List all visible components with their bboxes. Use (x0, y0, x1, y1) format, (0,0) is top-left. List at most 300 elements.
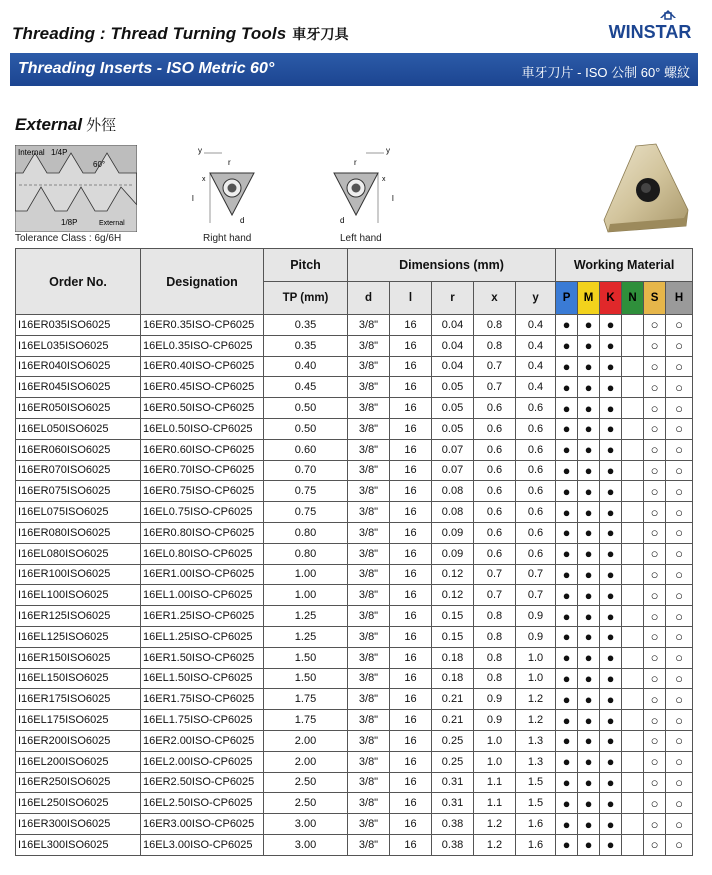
order-no-cell: I16EL125ISO6025 (16, 626, 141, 647)
order-no-cell: I16ER175ISO6025 (16, 689, 141, 710)
dim-l-cell: 16 (390, 585, 432, 606)
material-m-mark: ● (578, 398, 600, 419)
dim-r-cell: 0.05 (432, 398, 474, 419)
dim-l-cell: 16 (390, 315, 432, 336)
dim-d-cell: 3/8" (348, 418, 390, 439)
dim-r-cell: 0.08 (432, 481, 474, 502)
material-s-mark: ○ (644, 315, 666, 336)
order-no-cell: I16ER080ISO6025 (16, 522, 141, 543)
material-k-mark: ● (600, 751, 622, 772)
material-k-mark: ● (600, 377, 622, 398)
pitch-cell: 0.75 (264, 502, 348, 523)
material-k-mark: ● (600, 315, 622, 336)
designation-cell: 16ER1.25ISO-CP6025 (141, 606, 264, 627)
material-k-mark: ● (600, 439, 622, 460)
dim-l-cell: 16 (390, 460, 432, 481)
material-k-mark: ● (600, 398, 622, 419)
designation-cell: 16EL0.75ISO-CP6025 (141, 502, 264, 523)
material-s-mark: ○ (644, 585, 666, 606)
designation-cell: 16ER1.50ISO-CP6025 (141, 647, 264, 668)
col-header-designation: Designation (141, 249, 264, 315)
material-n-mark (622, 356, 644, 377)
dim-r-cell: 0.09 (432, 522, 474, 543)
thread-profile-diagram (15, 145, 137, 232)
material-n-mark (622, 585, 644, 606)
order-no-cell: I16ER040ISO6025 (16, 356, 141, 377)
table-row (16, 377, 693, 398)
material-h-mark: ○ (666, 335, 693, 356)
dim-y-cell: 0.4 (516, 335, 556, 356)
pitch-cell: 1.25 (264, 626, 348, 647)
dim-d-cell: 3/8" (348, 710, 390, 731)
dim-r-cell: 0.12 (432, 564, 474, 585)
dim-d-cell: 3/8" (348, 377, 390, 398)
material-k-mark: ● (600, 460, 622, 481)
spec-table (15, 248, 693, 856)
pitch-cell: 0.45 (264, 377, 348, 398)
material-m-mark: ● (578, 668, 600, 689)
table-row (16, 647, 693, 668)
material-h-mark: ○ (666, 439, 693, 460)
material-s-mark: ○ (644, 418, 666, 439)
dim-y-cell: 0.6 (516, 460, 556, 481)
dim-l-cell: 16 (390, 418, 432, 439)
material-n-header: N (622, 282, 644, 315)
designation-cell: 16EL2.00ISO-CP6025 (141, 751, 264, 772)
material-m-mark: ● (578, 356, 600, 377)
table-row (16, 730, 693, 751)
material-s-mark: ○ (644, 730, 666, 751)
dim-x-cell: 0.8 (474, 626, 516, 647)
table-row (16, 335, 693, 356)
dim-y-cell: 0.6 (516, 418, 556, 439)
order-no-cell: I16ER050ISO6025 (16, 398, 141, 419)
material-m-mark: ● (578, 730, 600, 751)
dim-l-cell: 16 (390, 668, 432, 689)
dim-y-cell: 0.9 (516, 606, 556, 627)
table-row (16, 564, 693, 585)
material-s-mark: ○ (644, 356, 666, 377)
material-n-mark (622, 418, 644, 439)
pitch-cell: 1.00 (264, 564, 348, 585)
dim-d-cell: 3/8" (348, 626, 390, 647)
pitch-cell: 2.00 (264, 751, 348, 772)
pitch-cell: 1.75 (264, 710, 348, 731)
table-row (16, 626, 693, 647)
material-n-mark (622, 626, 644, 647)
material-p-mark: ● (556, 439, 578, 460)
material-m-header: M (578, 282, 600, 315)
table-row (16, 481, 693, 502)
material-h-mark: ○ (666, 647, 693, 668)
material-m-mark: ● (578, 793, 600, 814)
designation-cell: 16EL3.00ISO-CP6025 (141, 834, 264, 855)
external-label: External (99, 220, 125, 227)
dim-r-cell: 0.18 (432, 647, 474, 668)
material-m-mark: ● (578, 772, 600, 793)
dim-l-cell: 16 (390, 626, 432, 647)
designation-cell: 16ER3.00ISO-CP6025 (141, 814, 264, 835)
material-s-mark: ○ (644, 793, 666, 814)
designation-cell: 16ER0.80ISO-CP6025 (141, 522, 264, 543)
dim-r-cell: 0.15 (432, 606, 474, 627)
dim-d-cell: 3/8" (348, 543, 390, 564)
designation-cell: 16EL0.35ISO-CP6025 (141, 335, 264, 356)
pitch-cell: 1.25 (264, 606, 348, 627)
lh-r-label: r (354, 158, 357, 167)
material-h-mark: ○ (666, 377, 693, 398)
material-n-mark (622, 398, 644, 419)
col-header-y: y (516, 282, 556, 315)
material-p-mark: ● (556, 834, 578, 855)
material-n-mark (622, 793, 644, 814)
material-p-mark: ● (556, 522, 578, 543)
table-row (16, 585, 693, 606)
material-m-mark: ● (578, 377, 600, 398)
dim-l-cell: 16 (390, 398, 432, 419)
spec-table-body (16, 315, 693, 856)
col-header-d: d (348, 282, 390, 315)
dim-y-cell: 0.7 (516, 585, 556, 606)
designation-cell: 16EL1.50ISO-CP6025 (141, 668, 264, 689)
material-s-mark: ○ (644, 481, 666, 502)
dim-l-cell: 16 (390, 751, 432, 772)
pitch-cell: 2.50 (264, 772, 348, 793)
angle-label: 60° (93, 160, 106, 169)
material-p-mark: ● (556, 398, 578, 419)
dim-d-cell: 3/8" (348, 647, 390, 668)
material-n-mark (622, 439, 644, 460)
order-no-cell: I16EL100ISO6025 (16, 585, 141, 606)
dim-y-cell: 0.6 (516, 522, 556, 543)
material-m-mark: ● (578, 606, 600, 627)
rh-y-label: y (198, 146, 202, 155)
dim-y-cell: 0.4 (516, 377, 556, 398)
dim-d-cell: 3/8" (348, 793, 390, 814)
material-h-header: H (666, 282, 693, 315)
dim-d-cell: 3/8" (348, 834, 390, 855)
table-row (16, 356, 693, 377)
order-no-cell: I16ER075ISO6025 (16, 481, 141, 502)
dim-r-cell: 0.04 (432, 315, 474, 336)
dim-r-cell: 0.25 (432, 730, 474, 751)
lh-x-label: x (382, 176, 386, 183)
dim-r-cell: 0.31 (432, 793, 474, 814)
dim-x-cell: 0.6 (474, 398, 516, 419)
rh-d-label: d (240, 216, 245, 225)
dim-y-cell: 1.0 (516, 647, 556, 668)
material-n-mark (622, 315, 644, 336)
table-row (16, 418, 693, 439)
dim-l-cell: 16 (390, 814, 432, 835)
material-k-mark: ● (600, 730, 622, 751)
quarter-p-label: 1/4P (51, 148, 68, 157)
insert-photo (596, 140, 696, 235)
table-row (16, 315, 693, 336)
material-k-mark: ● (600, 834, 622, 855)
dim-x-cell: 0.7 (474, 564, 516, 585)
logo-house-icon (660, 10, 676, 19)
order-no-cell: I16ER300ISO6025 (16, 814, 141, 835)
material-h-mark: ○ (666, 710, 693, 731)
dim-d-cell: 3/8" (348, 564, 390, 585)
material-s-mark: ○ (644, 377, 666, 398)
col-header-l: l (390, 282, 432, 315)
material-s-mark: ○ (644, 606, 666, 627)
material-m-mark: ● (578, 710, 600, 731)
dim-l-cell: 16 (390, 730, 432, 751)
material-p-mark: ● (556, 502, 578, 523)
material-k-mark: ● (600, 564, 622, 585)
dim-y-cell: 1.3 (516, 751, 556, 772)
dim-l-cell: 16 (390, 356, 432, 377)
material-p-mark: ● (556, 460, 578, 481)
material-k-mark: ● (600, 481, 622, 502)
designation-cell: 16ER0.45ISO-CP6025 (141, 377, 264, 398)
dim-l-cell: 16 (390, 793, 432, 814)
material-n-mark (622, 814, 644, 835)
dim-r-cell: 0.25 (432, 751, 474, 772)
material-s-mark: ○ (644, 814, 666, 835)
material-h-mark: ○ (666, 834, 693, 855)
dim-x-cell: 0.6 (474, 481, 516, 502)
order-no-cell: I16ER125ISO6025 (16, 606, 141, 627)
dim-l-cell: 16 (390, 834, 432, 855)
material-p-mark: ● (556, 689, 578, 710)
material-n-mark (622, 668, 644, 689)
pitch-cell: 0.50 (264, 418, 348, 439)
table-row (16, 398, 693, 419)
table-row (16, 502, 693, 523)
pitch-cell: 0.50 (264, 398, 348, 419)
designation-cell: 16ER0.35ISO-CP6025 (141, 315, 264, 336)
material-p-mark: ● (556, 647, 578, 668)
material-p-mark: ● (556, 315, 578, 336)
material-h-mark: ○ (666, 543, 693, 564)
tolerance-class: Tolerance Class : 6g/6H (15, 233, 122, 244)
material-k-mark: ● (600, 772, 622, 793)
material-n-mark (622, 377, 644, 398)
material-m-mark: ● (578, 502, 600, 523)
section-title-cn: 外徑 (86, 117, 117, 134)
material-h-mark: ○ (666, 522, 693, 543)
material-m-mark: ● (578, 460, 600, 481)
material-m-mark: ● (578, 335, 600, 356)
material-m-mark: ● (578, 481, 600, 502)
dim-l-cell: 16 (390, 502, 432, 523)
dim-y-cell: 1.5 (516, 793, 556, 814)
material-n-mark (622, 564, 644, 585)
dim-d-cell: 3/8" (348, 772, 390, 793)
pitch-cell: 2.50 (264, 793, 348, 814)
rh-x-label: x (202, 176, 206, 183)
dim-r-cell: 0.05 (432, 377, 474, 398)
material-p-mark: ● (556, 751, 578, 772)
material-h-mark: ○ (666, 814, 693, 835)
dim-y-cell: 0.4 (516, 356, 556, 377)
pitch-cell: 0.80 (264, 522, 348, 543)
pitch-cell: 1.00 (264, 585, 348, 606)
designation-cell: 16ER0.40ISO-CP6025 (141, 356, 264, 377)
dim-y-cell: 1.0 (516, 668, 556, 689)
dim-r-cell: 0.04 (432, 335, 474, 356)
dim-l-cell: 16 (390, 647, 432, 668)
pitch-cell: 1.50 (264, 647, 348, 668)
material-s-header: S (644, 282, 666, 315)
material-h-mark: ○ (666, 751, 693, 772)
order-no-cell: I16EL075ISO6025 (16, 502, 141, 523)
dim-x-cell: 0.9 (474, 710, 516, 731)
dim-d-cell: 3/8" (348, 814, 390, 835)
designation-cell: 16ER0.75ISO-CP6025 (141, 481, 264, 502)
material-s-mark: ○ (644, 522, 666, 543)
dim-r-cell: 0.08 (432, 502, 474, 523)
material-k-mark: ● (600, 335, 622, 356)
material-s-mark: ○ (644, 543, 666, 564)
material-m-mark: ● (578, 585, 600, 606)
dim-y-cell: 1.6 (516, 834, 556, 855)
dim-d-cell: 3/8" (348, 585, 390, 606)
table-row (16, 689, 693, 710)
table-row (16, 772, 693, 793)
table-row (16, 522, 693, 543)
section-title-text: External (15, 115, 83, 134)
col-header-order-no: Order No. (16, 249, 141, 315)
left-hand-diagram (320, 143, 400, 233)
material-m-mark: ● (578, 751, 600, 772)
material-k-mark: ● (600, 668, 622, 689)
material-p-mark: ● (556, 418, 578, 439)
pitch-cell: 0.70 (264, 460, 348, 481)
pitch-cell: 0.75 (264, 481, 348, 502)
dim-x-cell: 0.6 (474, 502, 516, 523)
pitch-cell: 0.35 (264, 315, 348, 336)
material-n-mark (622, 647, 644, 668)
material-h-mark: ○ (666, 730, 693, 751)
dim-d-cell: 3/8" (348, 439, 390, 460)
dim-x-cell: 0.8 (474, 315, 516, 336)
material-h-mark: ○ (666, 793, 693, 814)
material-s-mark: ○ (644, 460, 666, 481)
lh-d-label: d (340, 216, 345, 225)
material-s-mark: ○ (644, 689, 666, 710)
page-title-text: Threading : Thread Turning Tools (12, 24, 287, 43)
dim-r-cell: 0.21 (432, 710, 474, 731)
dim-d-cell: 3/8" (348, 335, 390, 356)
material-p-mark: ● (556, 606, 578, 627)
designation-cell: 16ER2.50ISO-CP6025 (141, 772, 264, 793)
dim-d-cell: 3/8" (348, 730, 390, 751)
dim-d-cell: 3/8" (348, 668, 390, 689)
dim-l-cell: 16 (390, 335, 432, 356)
dim-r-cell: 0.18 (432, 668, 474, 689)
material-s-mark: ○ (644, 439, 666, 460)
dim-y-cell: 0.6 (516, 481, 556, 502)
dim-r-cell: 0.21 (432, 689, 474, 710)
material-h-mark: ○ (666, 502, 693, 523)
page-title-cn: 車牙刀具 (292, 26, 349, 42)
section-title (15, 114, 116, 135)
material-k-mark: ● (600, 522, 622, 543)
order-no-cell: I16EL150ISO6025 (16, 668, 141, 689)
dim-d-cell: 3/8" (348, 481, 390, 502)
material-h-mark: ○ (666, 418, 693, 439)
pitch-cell: 0.35 (264, 335, 348, 356)
dim-y-cell: 1.2 (516, 689, 556, 710)
designation-cell: 16EL0.80ISO-CP6025 (141, 543, 264, 564)
dim-r-cell: 0.07 (432, 439, 474, 460)
designation-cell: 16EL2.50ISO-CP6025 (141, 793, 264, 814)
order-no-cell: I16EL050ISO6025 (16, 418, 141, 439)
category-banner (10, 53, 698, 86)
material-h-mark: ○ (666, 606, 693, 627)
order-no-cell: I16EL250ISO6025 (16, 793, 141, 814)
dim-d-cell: 3/8" (348, 606, 390, 627)
dim-r-cell: 0.38 (432, 814, 474, 835)
dim-x-cell: 1.0 (474, 751, 516, 772)
right-hand-caption: Right hand (203, 233, 252, 244)
designation-cell: 16ER0.60ISO-CP6025 (141, 439, 264, 460)
brand-name: WINSTAR (608, 22, 692, 42)
dim-d-cell: 3/8" (348, 356, 390, 377)
designation-cell: 16ER1.00ISO-CP6025 (141, 564, 264, 585)
dim-y-cell: 1.5 (516, 772, 556, 793)
order-no-cell: I16ER100ISO6025 (16, 564, 141, 585)
dim-d-cell: 3/8" (348, 398, 390, 419)
col-header-working-material: Working Material (556, 249, 693, 282)
material-p-header: P (556, 282, 578, 315)
designation-cell: 16EL1.25ISO-CP6025 (141, 626, 264, 647)
material-n-mark (622, 606, 644, 627)
dim-d-cell: 3/8" (348, 315, 390, 336)
material-k-mark: ● (600, 418, 622, 439)
dim-l-cell: 16 (390, 481, 432, 502)
dim-l-cell: 16 (390, 710, 432, 731)
dim-x-cell: 0.6 (474, 418, 516, 439)
order-no-cell: I16ER250ISO6025 (16, 772, 141, 793)
dim-x-cell: 0.6 (474, 543, 516, 564)
dim-x-cell: 0.9 (474, 689, 516, 710)
material-m-mark: ● (578, 814, 600, 835)
table-row (16, 606, 693, 627)
dim-r-cell: 0.31 (432, 772, 474, 793)
material-n-mark (622, 502, 644, 523)
dim-d-cell: 3/8" (348, 751, 390, 772)
material-k-mark: ● (600, 543, 622, 564)
material-h-mark: ○ (666, 626, 693, 647)
material-h-mark: ○ (666, 398, 693, 419)
banner-title-cn: 車牙刀片 - ISO 公制 60° 螺紋 (521, 65, 690, 80)
dim-x-cell: 0.7 (474, 585, 516, 606)
dim-d-cell: 3/8" (348, 689, 390, 710)
dim-x-cell: 1.2 (474, 814, 516, 835)
table-row (16, 710, 693, 731)
material-n-mark (622, 710, 644, 731)
material-s-mark: ○ (644, 502, 666, 523)
material-k-header: K (600, 282, 622, 315)
table-row (16, 834, 693, 855)
designation-cell: 16EL0.50ISO-CP6025 (141, 418, 264, 439)
dim-y-cell: 0.6 (516, 398, 556, 419)
dim-y-cell: 0.6 (516, 502, 556, 523)
material-s-mark: ○ (644, 335, 666, 356)
dim-y-cell: 0.6 (516, 543, 556, 564)
material-h-mark: ○ (666, 315, 693, 336)
lh-y-label: y (386, 146, 390, 155)
material-n-mark (622, 751, 644, 772)
material-s-mark: ○ (644, 834, 666, 855)
left-hand-caption: Left hand (340, 233, 382, 244)
